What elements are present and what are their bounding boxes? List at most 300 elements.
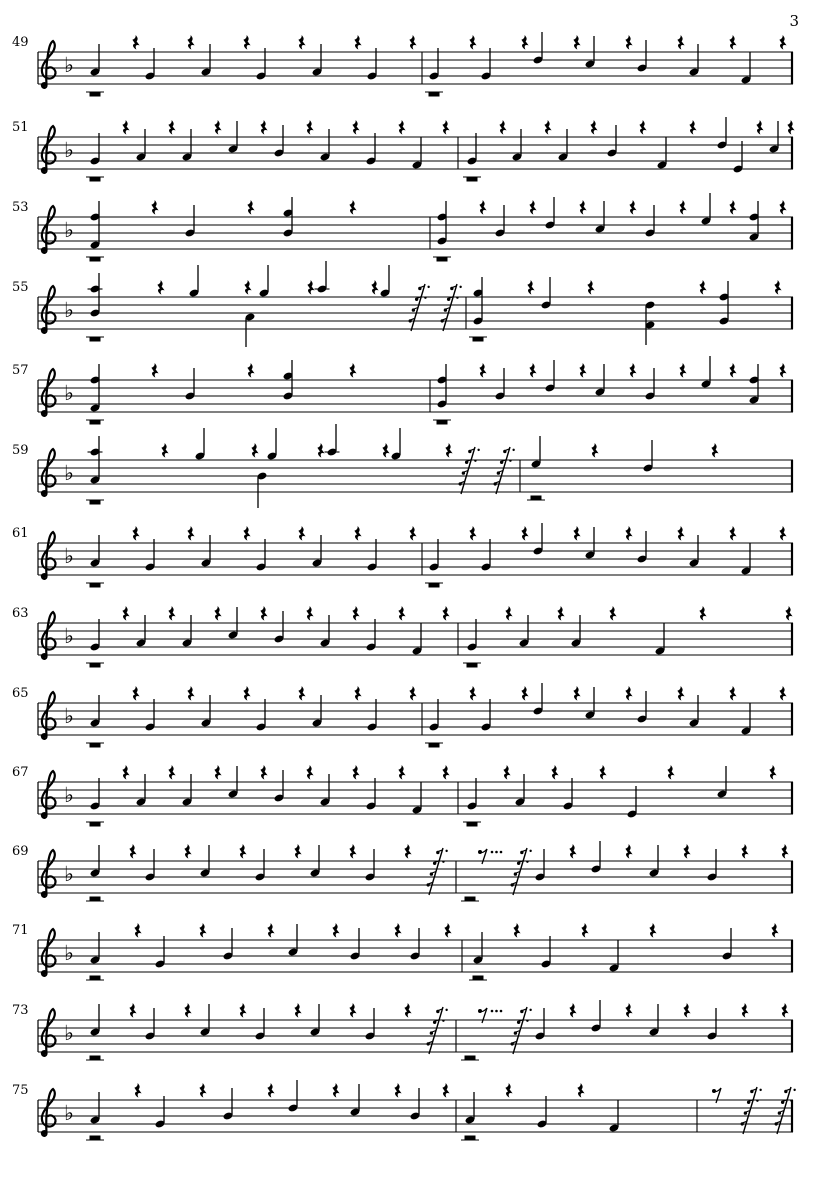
quarter-note bbox=[391, 428, 402, 461]
quarter-rest bbox=[184, 844, 191, 859]
measure-number: 61 bbox=[12, 526, 29, 541]
quarter-note bbox=[185, 368, 196, 401]
quarter-rest bbox=[741, 844, 748, 859]
quarter-rest bbox=[729, 526, 736, 541]
quarter-rest bbox=[352, 606, 359, 621]
quarter-rest bbox=[243, 35, 250, 50]
multi-hook-rest bbox=[510, 848, 531, 895]
staff-system bbox=[12, 424, 793, 508]
quarter-note bbox=[367, 699, 378, 732]
quarter-rest bbox=[625, 35, 632, 50]
quarter-rest bbox=[442, 120, 449, 135]
quarter-rest bbox=[711, 443, 718, 458]
quarter-note bbox=[274, 125, 285, 158]
quarter-note bbox=[145, 48, 156, 81]
treble-clef-icon bbox=[41, 612, 56, 659]
quarter-rest bbox=[771, 923, 778, 938]
eighth-rest-dotted bbox=[478, 849, 502, 864]
quarter-note bbox=[366, 778, 377, 811]
quarter-rest bbox=[354, 35, 361, 50]
quarter-note bbox=[267, 428, 278, 461]
key-signature-flat: ♭ bbox=[64, 1101, 74, 1125]
quarter-rest bbox=[442, 765, 449, 780]
quarter-rest bbox=[513, 923, 520, 938]
quarter-rest bbox=[187, 686, 194, 701]
quarter-note bbox=[255, 1008, 266, 1041]
whole-rest bbox=[86, 257, 104, 262]
eighth-rest bbox=[712, 1088, 721, 1103]
quarter-note bbox=[545, 197, 556, 230]
chord bbox=[645, 300, 656, 345]
multi-hook-rest bbox=[458, 447, 479, 494]
quarter-rest bbox=[683, 844, 690, 859]
quarter-rest bbox=[349, 844, 356, 859]
quarter-rest bbox=[699, 280, 706, 295]
quarter-rest bbox=[298, 686, 305, 701]
staff-system bbox=[12, 765, 793, 827]
quarter-rest bbox=[332, 923, 339, 938]
chord bbox=[437, 364, 448, 409]
key-signature-flat: ♭ bbox=[64, 783, 74, 807]
page-number: 3 bbox=[789, 12, 799, 30]
quarter-rest bbox=[267, 923, 274, 938]
quarter-rest bbox=[132, 686, 139, 701]
treble-clef-icon bbox=[41, 771, 56, 818]
treble-clef-icon bbox=[41, 1009, 56, 1056]
whole-rest bbox=[425, 92, 443, 97]
quarter-note bbox=[467, 133, 478, 166]
staff-system bbox=[12, 606, 793, 668]
quarter-rest bbox=[247, 200, 254, 215]
quarter-note bbox=[541, 277, 552, 310]
quarter-rest bbox=[332, 1083, 339, 1098]
quarter-rest bbox=[187, 35, 194, 50]
quarter-note bbox=[429, 48, 440, 81]
quarter-rest bbox=[505, 606, 512, 621]
quarter-rest bbox=[129, 1003, 136, 1018]
quarter-rest bbox=[404, 844, 411, 859]
quarter-note bbox=[145, 699, 156, 732]
quarter-note bbox=[535, 849, 546, 882]
quarter-rest bbox=[591, 443, 598, 458]
whole-rest bbox=[86, 177, 104, 182]
quarter-note bbox=[533, 32, 544, 65]
quarter-rest bbox=[625, 686, 632, 701]
quarter-note bbox=[257, 471, 268, 508]
quarter-rest bbox=[579, 363, 586, 378]
quarter-rest bbox=[394, 1083, 401, 1098]
quarter-note bbox=[637, 40, 648, 73]
quarter-rest bbox=[779, 363, 786, 378]
quarter-rest bbox=[729, 35, 736, 50]
quarter-rest bbox=[239, 1003, 246, 1018]
quarter-note bbox=[722, 928, 733, 961]
treble-clef-icon bbox=[41, 126, 56, 173]
quarter-rest bbox=[306, 765, 313, 780]
multi-hook-rest bbox=[493, 447, 514, 494]
quarter-rest bbox=[667, 765, 674, 780]
measure-number: 75 bbox=[12, 1083, 29, 1098]
staff-system bbox=[12, 32, 793, 97]
quarter-note bbox=[365, 849, 376, 882]
quarter-rest bbox=[729, 200, 736, 215]
whole-rest bbox=[86, 822, 104, 827]
quarter-rest bbox=[161, 443, 168, 458]
half-rest bbox=[461, 1136, 479, 1141]
quarter-note bbox=[259, 265, 270, 298]
quarter-rest bbox=[649, 923, 656, 938]
quarter-rest bbox=[590, 120, 597, 135]
quarter-rest bbox=[317, 443, 324, 458]
quarter-note bbox=[245, 312, 256, 347]
half-rest bbox=[86, 897, 104, 902]
staff-system bbox=[12, 923, 793, 980]
quarter-note bbox=[591, 841, 602, 874]
quarter-rest bbox=[157, 280, 164, 295]
quarter-rest bbox=[479, 200, 486, 215]
treble-clef-icon bbox=[41, 532, 56, 579]
quarter-rest bbox=[573, 686, 580, 701]
quarter-rest bbox=[349, 1003, 356, 1018]
quarter-note bbox=[535, 1008, 546, 1041]
whole-rest bbox=[433, 257, 451, 262]
quarter-rest bbox=[625, 526, 632, 541]
measure-number: 51 bbox=[12, 120, 29, 135]
key-signature-flat: ♭ bbox=[64, 862, 74, 886]
treble-clef-icon bbox=[41, 286, 56, 333]
chord bbox=[749, 201, 760, 242]
quarter-rest bbox=[394, 923, 401, 938]
quarter-note bbox=[223, 928, 234, 961]
quarter-rest bbox=[371, 280, 378, 295]
treble-clef-icon bbox=[41, 850, 56, 897]
quarter-note bbox=[645, 368, 656, 401]
quarter-rest bbox=[587, 280, 594, 295]
quarter-rest bbox=[214, 765, 221, 780]
quarter-rest bbox=[625, 1003, 632, 1018]
treble-clef-icon bbox=[41, 206, 56, 253]
quarter-note bbox=[481, 48, 492, 81]
quarter-rest bbox=[629, 200, 636, 215]
quarter-note bbox=[707, 1008, 718, 1041]
quarter-rest bbox=[629, 363, 636, 378]
staff-system bbox=[12, 261, 793, 347]
quarter-note bbox=[185, 205, 196, 238]
quarter-rest bbox=[551, 765, 558, 780]
measure-number: 69 bbox=[12, 844, 29, 859]
quarter-rest bbox=[679, 363, 686, 378]
staff-system bbox=[12, 1080, 796, 1140]
whole-rest bbox=[433, 420, 451, 425]
measure-number: 71 bbox=[12, 923, 29, 938]
quarter-rest bbox=[469, 686, 476, 701]
half-rest bbox=[86, 976, 104, 981]
quarter-rest bbox=[729, 686, 736, 701]
quarter-note bbox=[90, 619, 101, 652]
quarter-rest bbox=[779, 686, 786, 701]
quarter-rest bbox=[729, 363, 736, 378]
quarter-note bbox=[288, 1080, 299, 1113]
whole-rest bbox=[463, 822, 481, 827]
quarter-note bbox=[495, 368, 506, 401]
quarter-rest bbox=[134, 923, 141, 938]
multi-hook-rest bbox=[510, 1007, 531, 1054]
quarter-note bbox=[366, 133, 377, 166]
quarter-note bbox=[155, 936, 166, 969]
quarter-rest bbox=[409, 686, 416, 701]
quarter-rest bbox=[352, 765, 359, 780]
quarter-note bbox=[366, 619, 377, 652]
quarter-rest bbox=[294, 1003, 301, 1018]
key-signature-flat: ♭ bbox=[64, 381, 74, 405]
quarter-rest bbox=[499, 120, 506, 135]
quarter-rest bbox=[354, 526, 361, 541]
half-rest bbox=[527, 496, 545, 501]
quarter-rest bbox=[187, 526, 194, 541]
staff-system bbox=[12, 841, 793, 901]
quarter-rest bbox=[769, 765, 776, 780]
quarter-note bbox=[367, 48, 378, 81]
quarter-rest bbox=[679, 200, 686, 215]
multi-hook-rest bbox=[440, 284, 461, 331]
treble-clef-icon bbox=[41, 1089, 56, 1136]
quarter-note bbox=[255, 849, 266, 882]
quarter-rest bbox=[756, 120, 763, 135]
multi-hook-rest bbox=[408, 284, 429, 331]
quarter-note bbox=[145, 1008, 156, 1041]
quarter-rest bbox=[409, 35, 416, 50]
quarter-note bbox=[195, 428, 206, 461]
quarter-rest bbox=[521, 686, 528, 701]
quarter-rest bbox=[683, 1003, 690, 1018]
quarter-rest bbox=[479, 363, 486, 378]
quarter-rest bbox=[298, 526, 305, 541]
quarter-note bbox=[541, 936, 552, 969]
quarter-note bbox=[537, 1096, 548, 1129]
quarter-rest bbox=[184, 1003, 191, 1018]
whole-rest bbox=[86, 663, 104, 668]
quarter-note bbox=[410, 1088, 421, 1121]
chord bbox=[473, 277, 484, 326]
measure-number: 49 bbox=[12, 35, 29, 50]
quarter-rest bbox=[199, 1083, 206, 1098]
quarter-rest bbox=[243, 686, 250, 701]
quarter-note bbox=[533, 523, 544, 556]
quarter-note bbox=[481, 539, 492, 572]
quarter-note bbox=[274, 611, 285, 644]
quarter-note bbox=[256, 539, 267, 572]
quarter-rest bbox=[307, 280, 314, 295]
quarter-note bbox=[189, 265, 200, 298]
quarter-rest bbox=[503, 765, 510, 780]
multi-hook-rest bbox=[740, 1087, 761, 1134]
quarter-rest bbox=[260, 120, 267, 135]
whole-rest bbox=[86, 92, 104, 97]
quarter-rest bbox=[781, 844, 788, 859]
quarter-rest bbox=[214, 120, 221, 135]
quarter-rest bbox=[469, 526, 476, 541]
quarter-note bbox=[637, 691, 648, 724]
quarter-rest bbox=[398, 606, 405, 621]
whole-rest bbox=[425, 583, 443, 588]
quarter-note bbox=[145, 849, 156, 882]
quarter-rest bbox=[779, 200, 786, 215]
quarter-rest bbox=[151, 200, 158, 215]
quarter-rest bbox=[677, 526, 684, 541]
quarter-rest bbox=[442, 606, 449, 621]
chord bbox=[437, 201, 448, 246]
quarter-note bbox=[701, 356, 712, 389]
key-signature-flat: ♭ bbox=[64, 544, 74, 568]
staff-system bbox=[12, 683, 793, 748]
quarter-note bbox=[367, 539, 378, 572]
quarter-note bbox=[531, 436, 542, 469]
half-rest bbox=[461, 1056, 479, 1061]
quarter-rest bbox=[544, 120, 551, 135]
multi-hook-rest bbox=[426, 848, 447, 895]
whole-rest bbox=[86, 583, 104, 588]
half-rest bbox=[461, 897, 479, 902]
quarter-rest bbox=[787, 120, 794, 135]
quarter-rest bbox=[445, 443, 452, 458]
quarter-rest bbox=[352, 120, 359, 135]
quarter-note bbox=[274, 770, 285, 803]
quarter-rest bbox=[129, 844, 136, 859]
staff-system bbox=[12, 523, 793, 588]
quarter-rest bbox=[168, 120, 175, 135]
quarter-rest bbox=[132, 526, 139, 541]
quarter-note bbox=[223, 1088, 234, 1121]
quarter-rest bbox=[521, 35, 528, 50]
quarter-rest bbox=[260, 765, 267, 780]
staff-system bbox=[12, 117, 795, 182]
quarter-rest bbox=[168, 765, 175, 780]
quarter-note bbox=[545, 360, 556, 393]
quarter-rest bbox=[134, 1083, 141, 1098]
quarter-rest bbox=[521, 526, 528, 541]
key-signature-flat: ♭ bbox=[64, 138, 74, 162]
quarter-rest bbox=[243, 526, 250, 541]
quarter-rest bbox=[267, 1083, 274, 1098]
treble-clef-icon bbox=[41, 41, 56, 88]
half-rest bbox=[86, 1056, 104, 1061]
quarter-rest bbox=[168, 606, 175, 621]
measure-number: 63 bbox=[12, 606, 29, 621]
chord bbox=[90, 273, 101, 318]
quarter-rest bbox=[569, 844, 576, 859]
measure-number: 59 bbox=[12, 443, 29, 458]
whole-rest bbox=[463, 663, 481, 668]
quarter-rest bbox=[529, 200, 536, 215]
quarter-rest bbox=[199, 923, 206, 938]
quarter-rest bbox=[529, 363, 536, 378]
quarter-note bbox=[350, 928, 361, 961]
quarter-rest bbox=[779, 35, 786, 50]
staff-system bbox=[12, 1000, 793, 1060]
measure-number: 53 bbox=[12, 200, 29, 215]
quarter-rest bbox=[677, 686, 684, 701]
key-signature-flat: ♭ bbox=[64, 704, 74, 728]
quarter-note bbox=[256, 48, 267, 81]
quarter-rest bbox=[404, 1003, 411, 1018]
quarter-rest bbox=[349, 200, 356, 215]
key-signature-flat: ♭ bbox=[64, 461, 74, 485]
quarter-rest bbox=[247, 363, 254, 378]
quarter-note bbox=[733, 141, 744, 174]
whole-rest bbox=[86, 337, 104, 342]
quarter-rest bbox=[639, 120, 646, 135]
quarter-rest bbox=[442, 1083, 449, 1098]
quarter-note bbox=[90, 133, 101, 166]
quarter-note bbox=[481, 699, 492, 732]
quarter-rest bbox=[122, 606, 129, 621]
quarter-note bbox=[607, 125, 618, 158]
measure-number: 73 bbox=[12, 1003, 29, 1018]
quarter-note bbox=[410, 928, 421, 961]
quarter-rest bbox=[398, 765, 405, 780]
quarter-note bbox=[717, 117, 728, 150]
chord bbox=[749, 364, 760, 405]
quarter-note bbox=[145, 539, 156, 572]
whole-rest bbox=[86, 500, 104, 505]
quarter-rest bbox=[781, 1003, 788, 1018]
quarter-rest bbox=[298, 35, 305, 50]
quarter-note bbox=[429, 699, 440, 732]
treble-clef-icon bbox=[41, 929, 56, 976]
quarter-rest bbox=[239, 844, 246, 859]
key-signature-flat: ♭ bbox=[64, 218, 74, 242]
key-signature-flat: ♭ bbox=[64, 624, 74, 648]
quarter-rest bbox=[689, 120, 696, 135]
chord bbox=[719, 281, 730, 326]
measure-number: 67 bbox=[12, 765, 29, 780]
quarter-note bbox=[365, 1008, 376, 1041]
quarter-rest bbox=[349, 363, 356, 378]
quarter-rest bbox=[581, 923, 588, 938]
quarter-note bbox=[467, 619, 478, 652]
quarter-rest bbox=[505, 1083, 512, 1098]
key-signature-flat: ♭ bbox=[64, 298, 74, 322]
quarter-note bbox=[256, 699, 267, 732]
quarter-rest bbox=[122, 765, 129, 780]
quarter-rest bbox=[122, 120, 129, 135]
half-rest bbox=[86, 1136, 104, 1141]
whole-rest bbox=[425, 743, 443, 748]
quarter-rest bbox=[244, 280, 251, 295]
staff-system bbox=[12, 193, 793, 262]
quarter-rest bbox=[398, 120, 405, 135]
quarter-rest bbox=[609, 606, 616, 621]
quarter-rest bbox=[251, 443, 258, 458]
whole-rest bbox=[86, 420, 104, 425]
quarter-rest bbox=[699, 606, 706, 621]
quarter-rest bbox=[577, 1083, 584, 1098]
quarter-rest bbox=[573, 35, 580, 50]
key-signature-flat: ♭ bbox=[64, 53, 74, 77]
treble-clef-icon bbox=[41, 692, 56, 739]
key-signature-flat: ♭ bbox=[64, 1021, 74, 1045]
quarter-note bbox=[429, 539, 440, 572]
quarter-note bbox=[327, 424, 338, 457]
quarter-rest bbox=[409, 526, 416, 541]
quarter-note bbox=[533, 683, 544, 716]
quarter-note bbox=[467, 778, 478, 811]
quarter-rest bbox=[294, 844, 301, 859]
quarter-note bbox=[155, 1096, 166, 1129]
quarter-note bbox=[707, 849, 718, 882]
quarter-rest bbox=[625, 844, 632, 859]
quarter-rest bbox=[444, 923, 451, 938]
